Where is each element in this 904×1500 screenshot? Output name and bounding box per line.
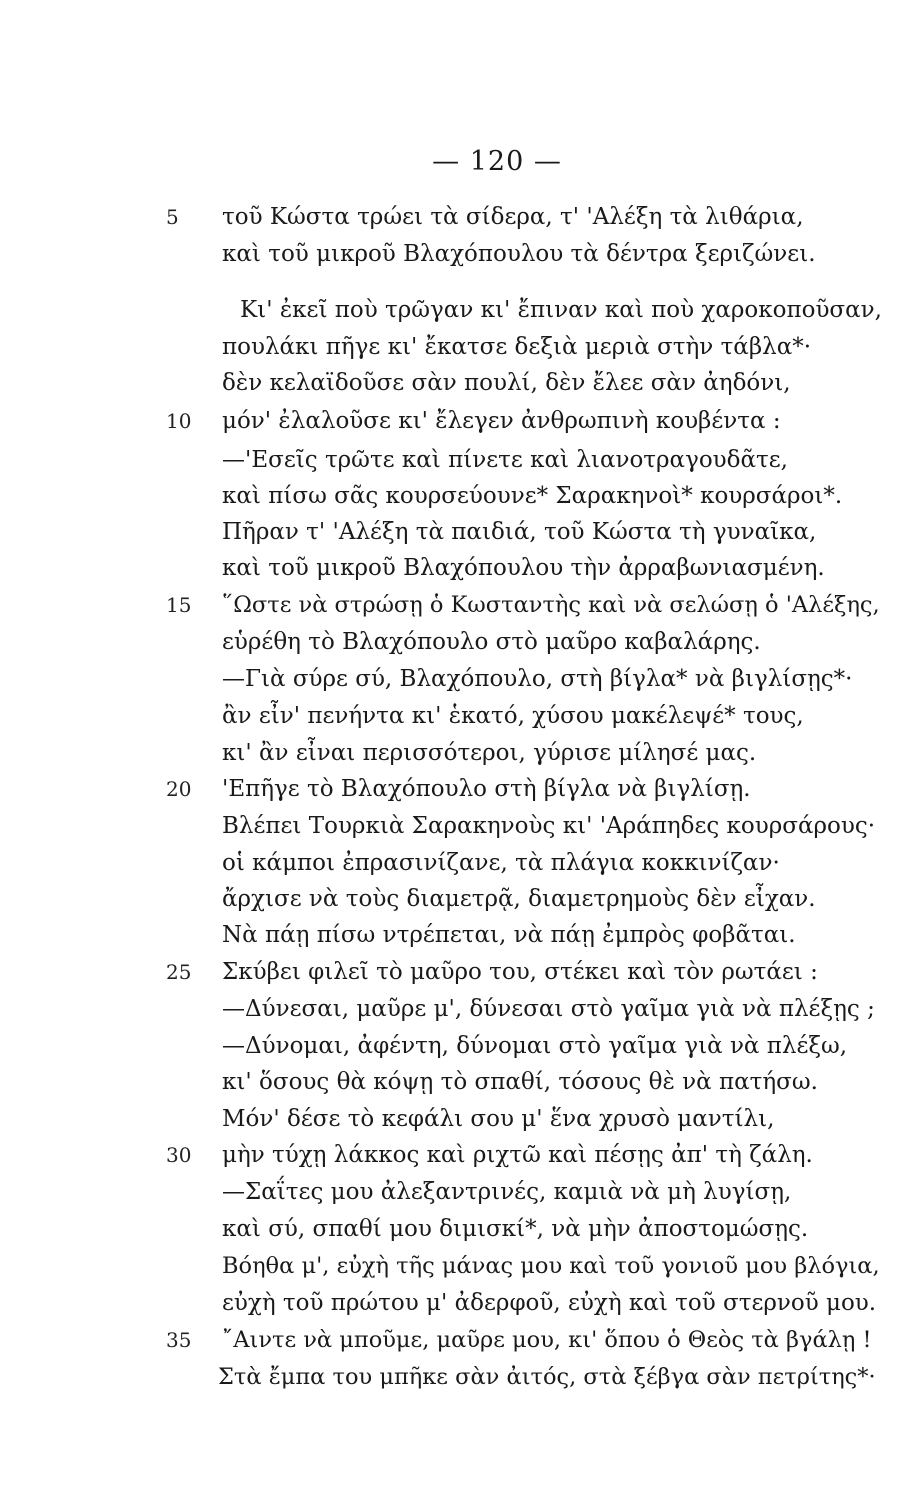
poem-line-text: κι' ἂν εἶναι περισσότεροι, γύρισε μίλησέ μας.: [222, 740, 757, 766]
poem-line-text: Σκύβει φιλεῖ τὸ μαῦρο του, στέκει καὶ τὸν ρωτάει :: [222, 959, 818, 985]
poem-line-text: δὲν κελαϊδοῦσε σὰν πουλί, δὲν ἔλεε σὰν ἀηδόνι,: [222, 370, 791, 396]
poem-line-text: Κι' ἐκεῖ ποὺ τρῶγαν κι' ἔπιναν καὶ ποὺ χαροκοποῦσαν,: [240, 297, 882, 323]
poem-line-text: οἱ κάμποι ἐπρασινίζανε, τὰ πλάγια κοκκινίζαν·: [222, 850, 780, 876]
poem-line: [0, 515, 904, 549]
line-number: 25: [166, 960, 192, 984]
poem-line-text: Μόν' δέσε τὸ κεφάλι σου μ' ἕνα χρυσὸ μαντίλι,: [222, 1106, 775, 1132]
poem-line-text: καὶ τοῦ μικροῦ Βλαχόπουλου τὰ δέντρα ξεριζώνει.: [222, 241, 816, 267]
line-number: 35: [166, 1328, 192, 1352]
poem-line: [0, 479, 904, 513]
poem-line-text: 'Επῆγε τὸ Βλαχόπουλο στὴ βίγλα νὰ βιγλίσῃ.: [222, 776, 751, 802]
poem-line-text: —Δύνεσαι, μαῦρε μ', δύνεσαι στὸ γαῖμα γιὰ νὰ πλέξῃς ;: [222, 996, 875, 1022]
poem-line: [0, 662, 904, 696]
poem-line-text: καὶ πίσω σᾶς κουρσεύουνε* Σαρακηνοὶ* κουρσάροι*.: [222, 483, 843, 509]
poem-line-text: κι' ὅσους θὰ κόψῃ τὸ σπαθί, τόσους θὲ νὰ πατήσω.: [222, 1069, 818, 1095]
poem-line: [0, 1138, 904, 1172]
poem-line-text: ῎Αιντε νὰ μποῦμε, μαῦρε μου, κι' ὅπου ὁ Θεὸς τὰ βγάλῃ !: [222, 1327, 872, 1353]
poem-line: [0, 809, 904, 843]
poem-line: [0, 588, 904, 622]
poem-line: [0, 1065, 904, 1099]
poem-line: [0, 366, 904, 400]
poem-line-text: Πῆραν τ' 'Αλέξη τὰ παιδιά, τοῦ Κώστα τὴ γυναῖκα,: [222, 519, 817, 545]
line-number: 15: [166, 593, 192, 617]
poem-line-text: Στὰ ἔμπα του μπῆκε σὰν ἀιτός, στὰ ξέβγα σὰν πετρίτης*·: [218, 1364, 876, 1390]
poem-line-text: ἂν εἶν' πενήντα κι' ἑκατό, χύσου μακέλεψέ* τους,: [222, 703, 804, 729]
poem-line: [0, 1286, 904, 1320]
poem-line-text: μόν' ἐλαλοῦσε κι' ἔλεγεν ἀνθρωπινὴ κουβέντα :: [222, 408, 781, 434]
poem-line: [0, 625, 904, 659]
poem-line: [0, 1249, 904, 1283]
poem-line: [0, 404, 904, 438]
poem-line-text: εὑρέθη τὸ Βλαχόπουλο στὸ μαῦρο καβαλάρης.: [222, 629, 761, 655]
poem-line-text: —Γιὰ σύρε σύ, Βλαχόπουλο, στὴ βίγλα* νὰ βιγλίσῃς*·: [222, 666, 853, 692]
poem-line-text: —'Εσεῖς τρῶτε καὶ πίνετε καὶ λιανοτραγουδᾶτε,: [222, 447, 788, 473]
poem-line-text: μὴν τύχῃ λάκκος καὶ ριχτῶ καὶ πέσῃς ἀπ' τὴ ζάλη.: [222, 1142, 813, 1168]
poem-line: [0, 846, 904, 880]
poem-line-text: εὐχὴ τοῦ πρώτου μ' ἀδερφοῦ, εὐχὴ καὶ τοῦ στερνοῦ μου.: [222, 1290, 877, 1316]
poem-line: [0, 293, 904, 327]
poem-line-text: ῞Ωστε νὰ στρώσῃ ὁ Κωσταντὴς καὶ νὰ σελώσῃ ὁ 'Αλέξης,: [222, 592, 880, 618]
poem-line-text: ἄρχισε νὰ τοὺς διαμετρᾷ, διαμετρημοὺς δὲν εἶχαν.: [222, 886, 816, 912]
poem-line: [0, 918, 904, 952]
poem-line: [0, 1029, 904, 1063]
line-number: 30: [166, 1143, 192, 1167]
poem-line: [0, 443, 904, 477]
poem-line-text: Βλέπει Τουρκιὰ Σαρακηνοὺς κι' 'Αράπηδες κουρσάρους·: [222, 813, 876, 839]
poem-line-text: Βόηθα μ', εὐχὴ τῆς μάνας μου καὶ τοῦ γονιοῦ μου βλόγια,: [222, 1253, 880, 1279]
poem-line: [0, 1360, 904, 1394]
poem-line: [0, 882, 904, 916]
poem-line: [0, 1175, 904, 1209]
poem-line: [0, 955, 904, 989]
poem-line: [0, 699, 904, 733]
poem-line: [0, 330, 904, 364]
line-number: 5: [166, 205, 179, 229]
poem-line: [0, 772, 904, 806]
poem-line-text: πουλάκι πῆγε κι' ἔκατσε δεξιὰ μεριὰ στὴν τάβλα*·: [222, 334, 812, 360]
poem-line: [0, 200, 904, 234]
page-number: — 120 —: [432, 146, 562, 177]
poem-line: [0, 1323, 904, 1357]
poem-line: [0, 1102, 904, 1136]
poem-line-text: καὶ τοῦ μικροῦ Βλαχόπουλου τὴν ἀρραβωνιασμένη.: [222, 555, 825, 581]
poem-line: [0, 551, 904, 585]
poem-line: [0, 1212, 904, 1246]
poem-line-text: —Δύνομαι, ἀφέντη, δύνομαι στὸ γαῖμα γιὰ νὰ πλέξω,: [222, 1033, 848, 1059]
poem-line: [0, 992, 904, 1026]
line-number: 10: [166, 409, 192, 433]
poem-line-text: Νὰ πάῃ πίσω ντρέπεται, νὰ πάῃ ἐμπρὸς φοβᾶται.: [222, 922, 796, 948]
poem-line-text: καὶ σύ, σπαθί μου διμισκί*, νὰ μὴν ἀποστομώσῃς.: [222, 1216, 809, 1242]
poem-line: [0, 237, 904, 271]
poem-line-text: —Σαΐτες μου ἀλεξαντρινές, καμιὰ νὰ μὴ λυγίσῃ,: [222, 1179, 792, 1205]
poem-line: [0, 736, 904, 770]
line-number: 20: [166, 777, 192, 801]
poem-line-text: τοῦ Κώστα τρώει τὰ σίδερα, τ' 'Αλέξη τὰ λιθάρια,: [222, 204, 804, 230]
